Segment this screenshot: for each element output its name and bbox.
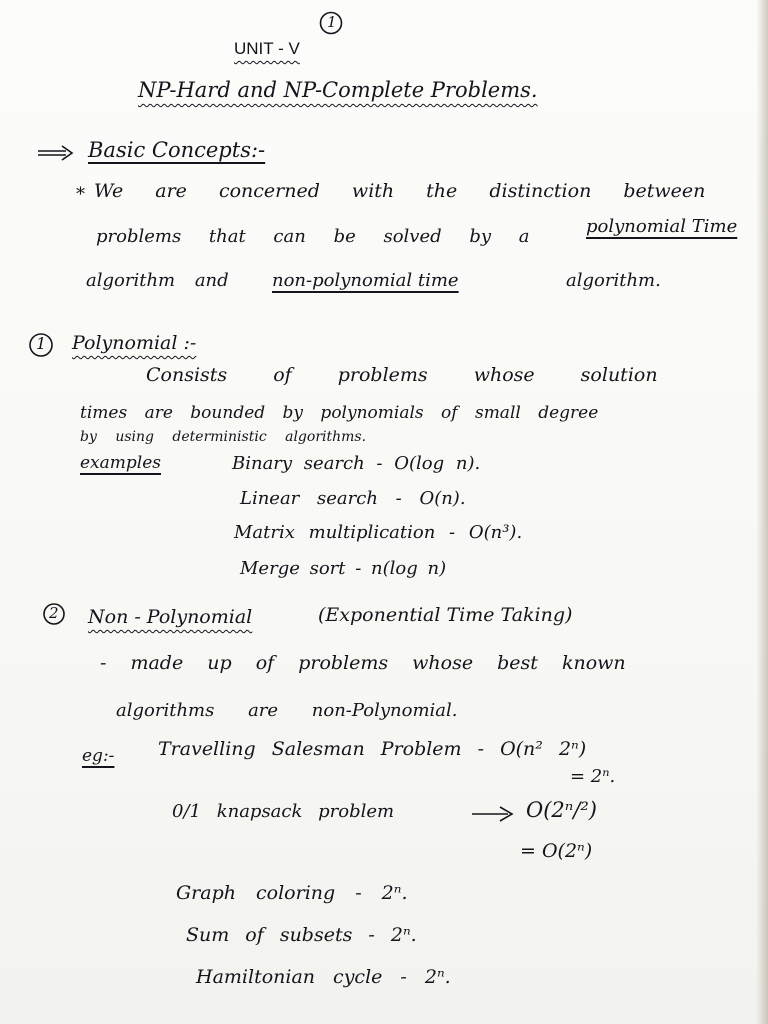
bullet-arrow-icon — [36, 143, 78, 163]
eg-label: eg:- — [82, 746, 115, 766]
intro-line-3a: algorithm and — [86, 270, 229, 291]
knapsack-simplified: = O(2ⁿ) — [520, 840, 593, 862]
page-edge-shadow — [756, 0, 768, 1024]
example-1: Binary search - O(log n). — [232, 453, 481, 474]
intro-line-3c: algorithm. — [566, 270, 661, 291]
non-polynomial-heading: Non - Polynomial — [88, 606, 253, 628]
unit-title: UNIT - V — [234, 39, 300, 58]
examples-label: examples — [80, 453, 162, 473]
nonpoly-line-1: - made up of problems whose best known — [100, 652, 626, 674]
asterisk-bullet: * — [76, 184, 85, 205]
tsp-line: Travelling Salesman Problem - O(n² 2ⁿ) — [158, 738, 587, 760]
polynomial-heading: Polynomial :- — [72, 332, 197, 354]
non-polynomial-heading-paren: (Exponential Time Taking) — [318, 604, 573, 626]
nonpoly-line-2: algorithms are non-Polynomial. — [116, 700, 458, 721]
knapsack-line: 0/1 knapsack problem — [172, 801, 395, 822]
intro-highlight-polynomial: polynomial Time — [586, 216, 738, 237]
example-3: Matrix multiplication - O(n³). — [234, 522, 523, 543]
example-2: Linear search - O(n). — [240, 488, 466, 509]
section-1-number: 1 — [36, 334, 47, 353]
poly-line-1: Consists of problems whose solution — [146, 364, 658, 386]
section-2-number: 2 — [49, 604, 59, 622]
poly-line-3: by using deterministic algorithms. — [80, 429, 367, 445]
hamiltonian-cycle-line: Hamiltonian cycle - 2ⁿ. — [196, 966, 451, 988]
intro-line-2: problems that can be solved by a — [96, 226, 530, 247]
implies-arrow-icon — [470, 803, 520, 825]
page-number: 1 — [327, 13, 337, 31]
page-subtitle: NP-Hard and NP-Complete Problems. — [138, 78, 538, 102]
example-4: Merge sort - n(log n) — [240, 558, 447, 579]
intro-highlight-non-polynomial: non-polynomial time — [272, 270, 459, 291]
graph-coloring-line: Graph coloring - 2ⁿ. — [176, 882, 408, 904]
poly-line-2: times are bounded by polynomials of small degree — [80, 403, 599, 423]
tsp-result: = 2ⁿ. — [570, 766, 616, 787]
knapsack-result: O(2ⁿ/²) — [526, 798, 597, 822]
basic-concepts-heading: Basic Concepts:- — [88, 138, 266, 162]
sum-of-subsets-line: Sum of subsets - 2ⁿ. — [186, 924, 417, 946]
intro-line-1: We are concerned with the distinction between — [94, 180, 706, 202]
